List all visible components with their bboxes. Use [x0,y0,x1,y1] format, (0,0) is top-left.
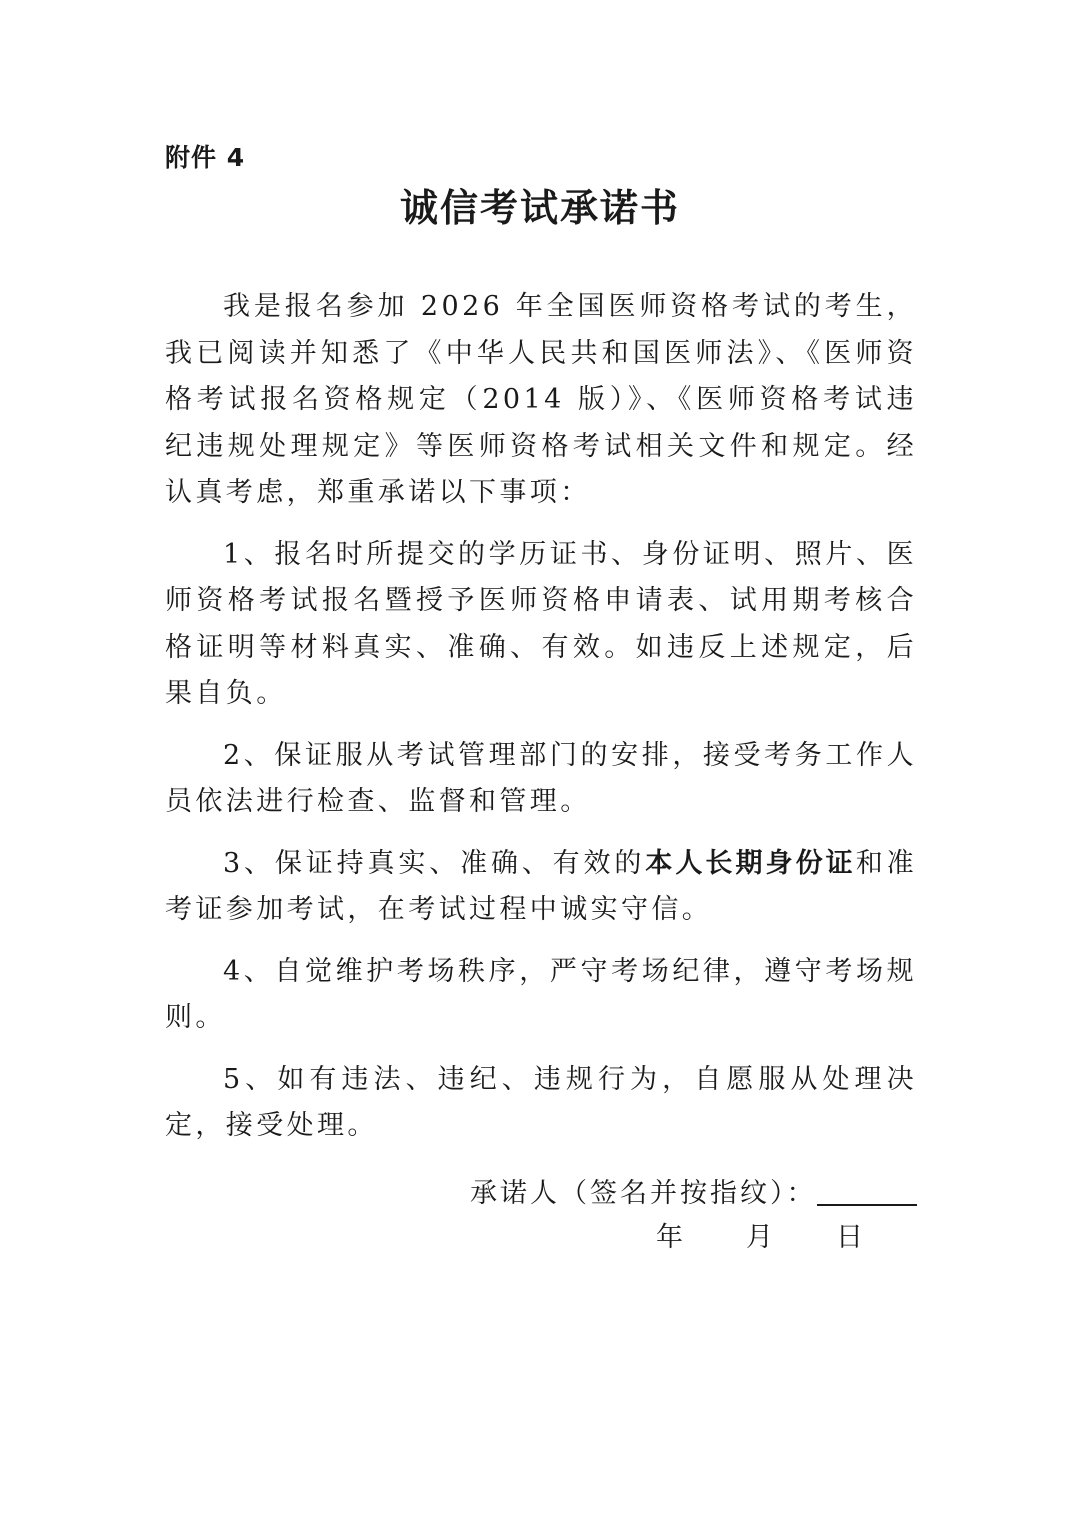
date-month-label: 月 [746,1222,773,1253]
date-row [656,1216,863,1260]
commitment-item-3-emphasis: 本人长期身份证 [645,847,856,879]
commitment-item-5: 5、如有违法、违纪、违规行为，自愿服从处理决定，接受处理。 [165,1063,917,1141]
signature-line [817,1204,917,1206]
commitment-item-1: 1、报名时所提交的学历证书、身份证明、照片、医师资格考试报名暨授予医师资格申请表、试用期考核合格证明等材料真实、准确、有效。如违反上述规定，后果自负。 [165,538,917,709]
document-title: 诚信考试承诺书 [399,185,680,230]
commitment-item-2: 2、保证服从考试管理部门的安排，接受考务工作人员依法进行检查、监督和管理。 [165,739,917,817]
date-day-label: 日 [836,1222,863,1253]
signer-label: 承诺人（签名并按指纹）： [470,1178,817,1209]
commitment-item-4: 4、自觉维护考场秩序，严守考场纪律，遵守考场规则。 [165,955,917,1033]
document-body [165,284,917,1150]
commitment-item-3-text-before: 3、保证持真实、准确、有效的 [223,847,646,879]
commitment-item-3 [165,841,917,934]
attachment-label: 附件 4 [165,143,246,172]
date-year-label: 年 [656,1222,683,1253]
commitment-item-3-text-after: 和准考证参加考试，在考试过程中诚实守信。 [165,847,917,925]
intro-paragraph: 我是报名参加 2026 年全国医师资格考试的考生，我已阅读并知悉了《中华人民共和国医师法》、《医师资格考试报名资格规定（2014 版）》、《医师资格考试违纪违规处理规定》等医师资格考试相关文件和规定。经认真考虑，郑重承诺以下事项： [165,291,917,508]
